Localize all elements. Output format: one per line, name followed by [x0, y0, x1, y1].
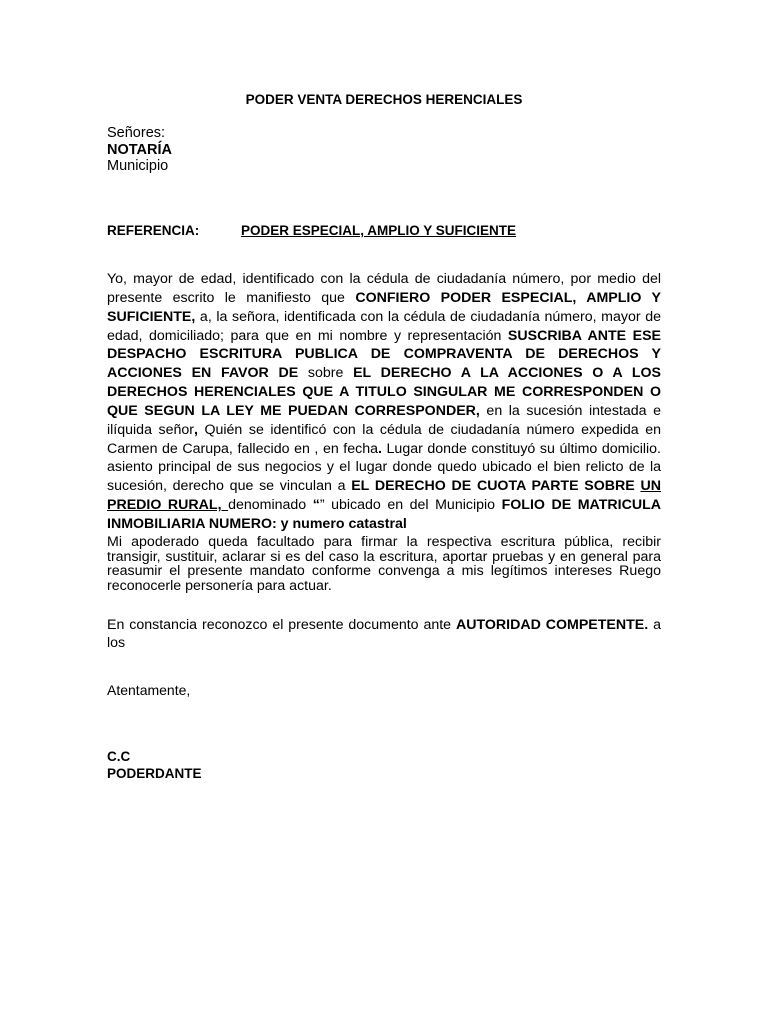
salutation: Señores: — [107, 125, 166, 141]
signature-id-label: C.C — [107, 749, 131, 764]
body-paragraph-3 — [107, 616, 661, 652]
p3-text-1: En constancia reconozco el presente documento ante — [107, 617, 456, 633]
addressee-entity: NOTARÍA — [107, 141, 172, 158]
p1-text-3: sobre — [298, 365, 354, 382]
p1-bold-3: EL DERECHO A LA ACCIONES O A LOS DERECHOS HERENCIALES QUE A TITULO SINGULAR ME CORRESPONDEN O QUE SEGUN LA LEY ME PUEDAN CORRESPONDER, — [107, 365, 662, 419]
addressee-block — [107, 125, 172, 175]
p1-bold-5: EL DERECHO DE CUOTA PARTE SOBRE — [351, 478, 641, 495]
p1-bold-4: . — [378, 440, 382, 457]
p1-bold-7: FOLIO DE MATRICULA INMOBILIARIA NUMERO: y numero catastral — [107, 497, 661, 532]
p1-bold-6: “ — [312, 497, 320, 514]
p1-text-6: Lugar donde constituyó su último domicilio. asiento principal de sus negocios y el lugar donde quedo ubicado el bien relicto de la sucesión, derecho que se vinculan a — [107, 440, 661, 495]
body-paragraph-1 — [107, 270, 661, 534]
p1-underlined-comma: , — [193, 421, 198, 438]
p1-bold-underlined: UN PREDIO RURAL, — [107, 478, 661, 514]
p1-text-5: Quién se identificó con la cédula de ciudadanía número expedida en Carmen de Carupa, fallecido en , en fecha — [107, 421, 661, 457]
signature-block — [107, 748, 202, 782]
p1-text-2: a, la señora, identificada con la cédula de ciudadanía número, mayor de edad, domiciliado; para que en mi nombre y representación — [107, 308, 661, 344]
p1-text-4: en la sucesión intestada e ilíquida señor — [107, 402, 661, 438]
p1-bold-1: CONFIERO PODER ESPECIAL, AMPLIO Y SUFICIENTE, — [107, 289, 661, 325]
addressee-place: Municipio — [107, 158, 169, 174]
p1-text-1: Yo, mayor de edad, identificado con la cédula de ciudadanía número, por medio del presente escrito le manifiesto que — [107, 271, 661, 306]
p1-text-7: denominado — [228, 497, 313, 514]
body-paragraph-2: Mi apoderado queda facultado para firmar la respectiva escritura pública, recibir transigir, sustituir, aclarar si es del caso la escritura, aportar pruebas y en general para reasumir el presente mandato conforme convenga a mis legítimos intereses Ruego reconocerle personería para actuar. — [107, 534, 661, 594]
closing-line: Atentamente, — [107, 682, 191, 698]
p1-text-8: ” ubicado en del Municipio — [319, 497, 502, 514]
p3-bold-1: AUTORIDAD COMPETENTE. — [455, 617, 649, 633]
reference-value: PODER ESPECIAL, AMPLIO Y SUFICIENTE — [241, 223, 517, 238]
p1-bold-2: SUSCRIBA ANTE ESE DESPACHO ESCRITURA PUBLICA DE COMPRAVENTA DE DERECHOS Y ACCIONES EN FAVOR DE — [107, 327, 662, 382]
reference-label: REFERENCIA: — [107, 223, 200, 238]
signature-role: PODERDANTE — [107, 766, 202, 781]
document-title: PODER VENTA DERECHOS HERENCIALES — [245, 92, 523, 107]
p3-text-2: a los — [107, 617, 661, 651]
